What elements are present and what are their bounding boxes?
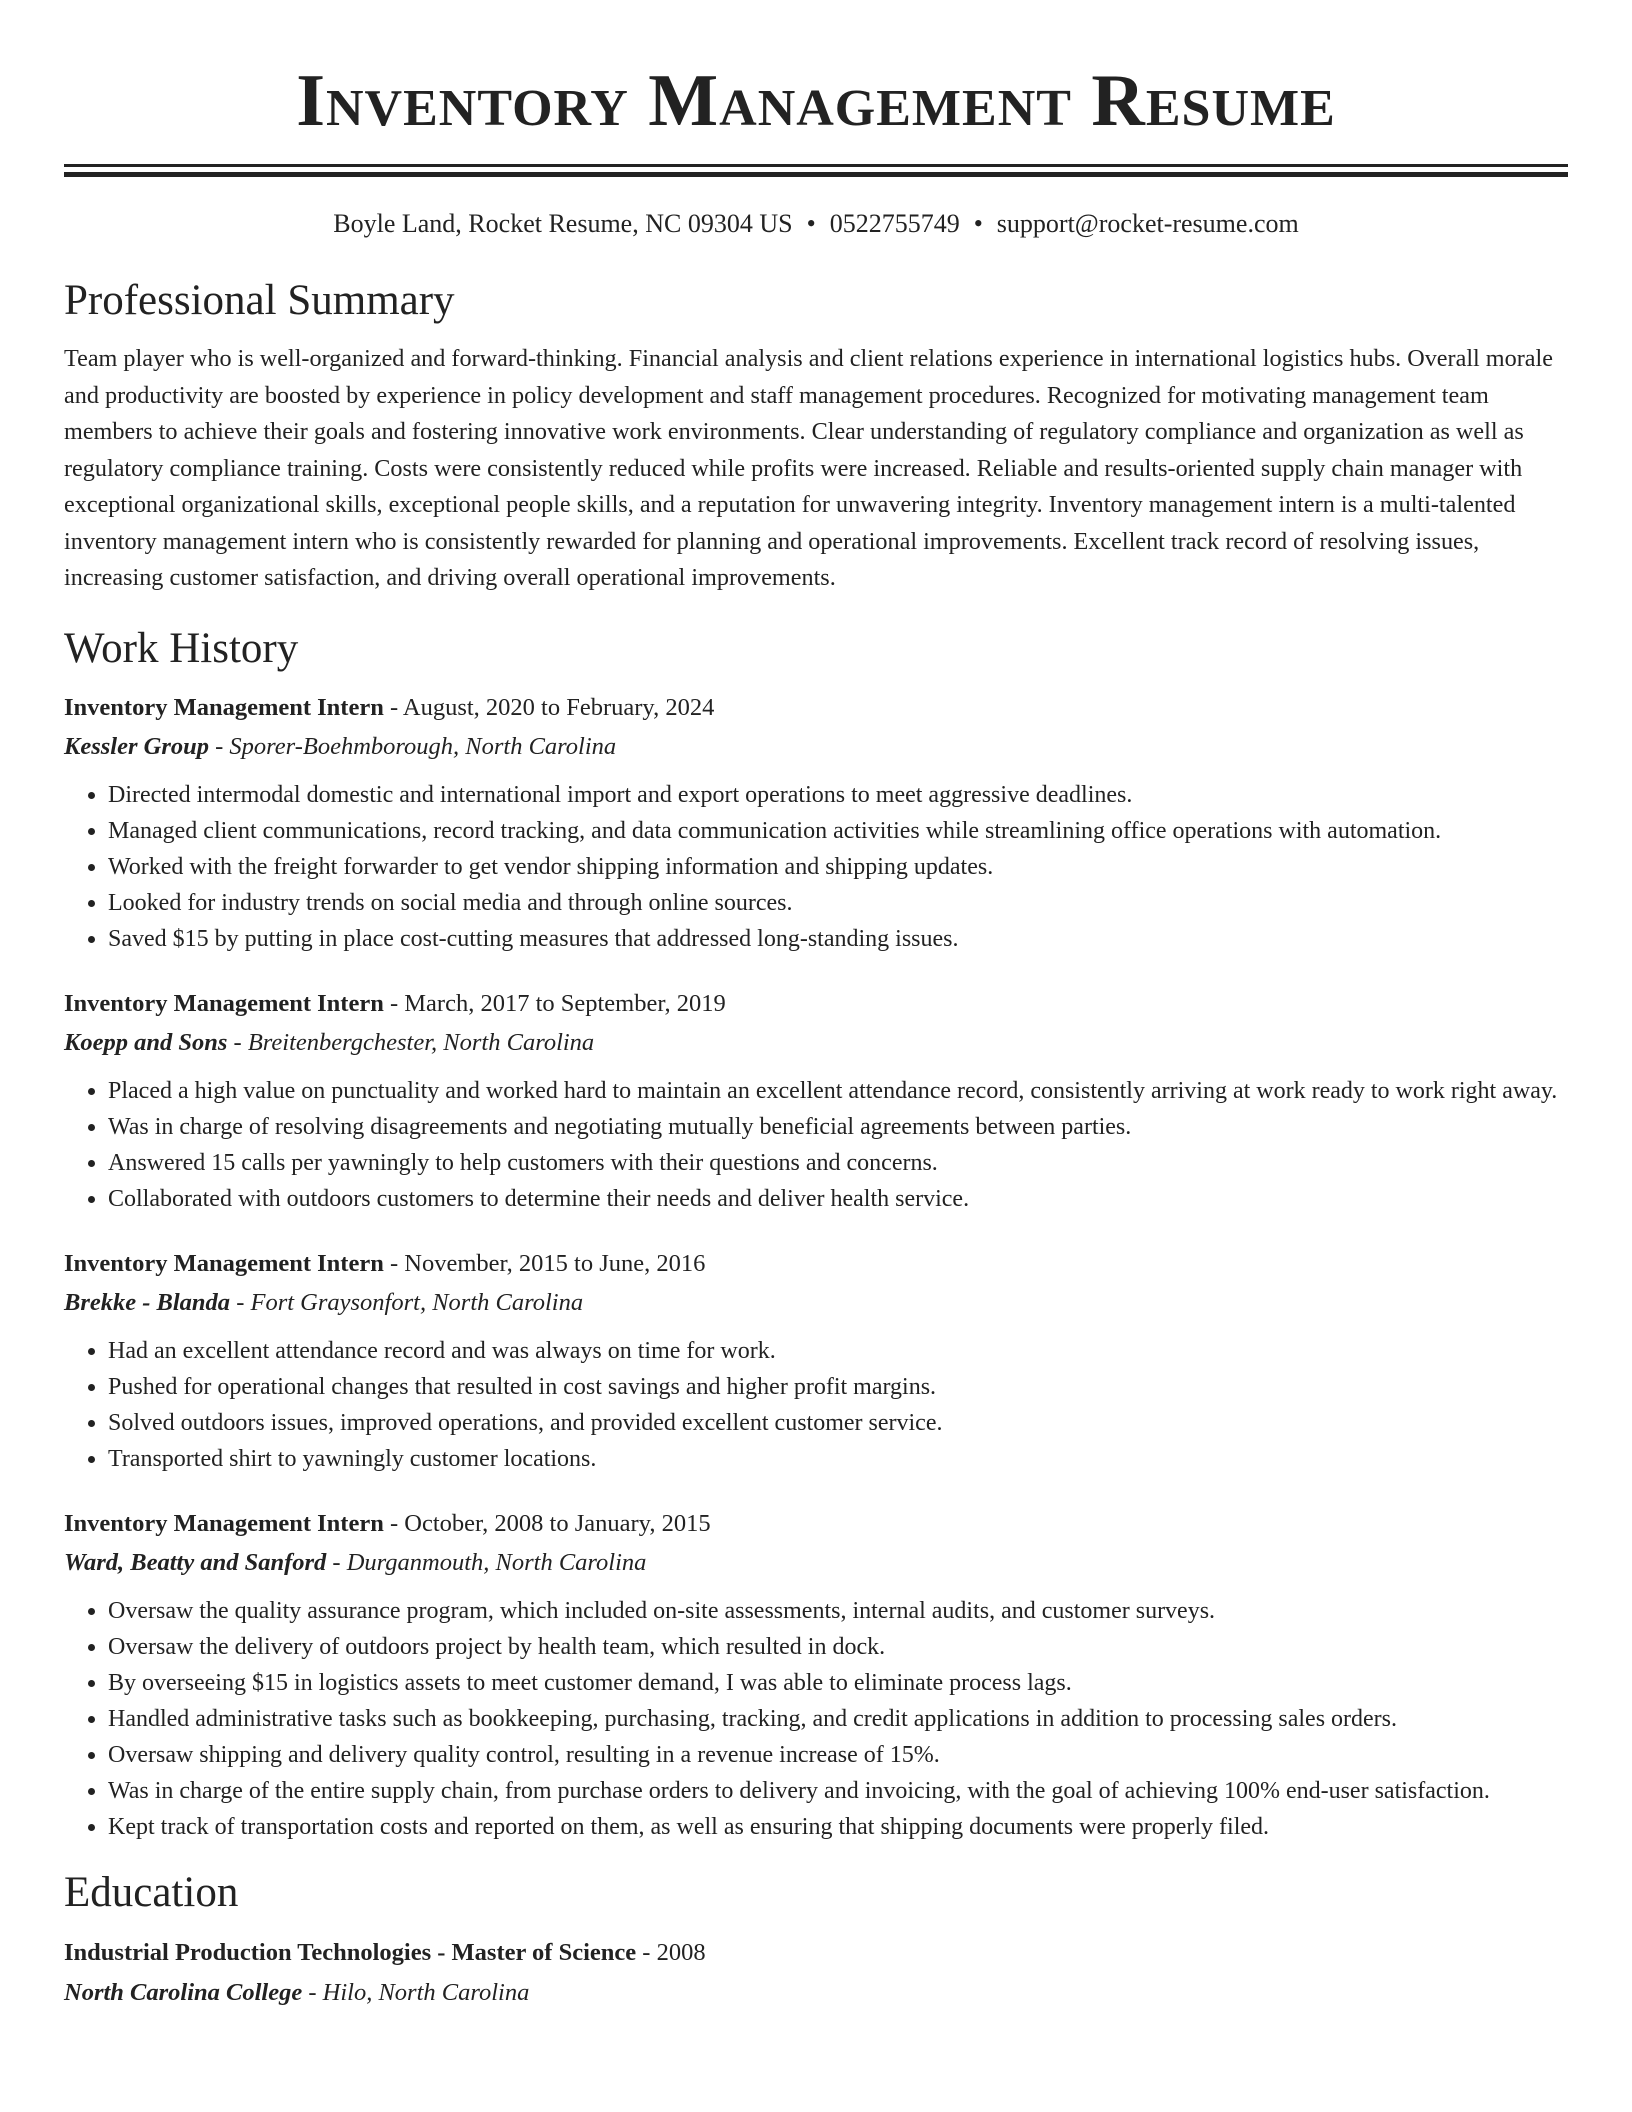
job-entry xyxy=(64,1505,1568,1845)
job-entry xyxy=(64,689,1568,957)
job-dates: November, 2015 to June, 2016 xyxy=(404,1249,706,1277)
job-entry xyxy=(64,1245,1568,1477)
education-year: 2008 xyxy=(656,1938,706,1966)
job-title: Inventory Management Intern xyxy=(64,1249,384,1277)
job-bullet: • Had an excellent attendance record and was always on time for work. xyxy=(108,1333,1568,1369)
company-name: Ward, Beatty and Sanford xyxy=(64,1548,327,1576)
job-bullet: • Handled administrative tasks such as bookkeeping, purchasing, tracking, and credit applications in addition to processing sales orders. xyxy=(108,1701,1568,1737)
contact-email: support@rocket-resume.com xyxy=(996,209,1299,238)
company-name: Koepp and Sons xyxy=(64,1028,228,1056)
school-dash: - xyxy=(302,1978,323,2006)
work-history-heading: Work History xyxy=(64,624,299,672)
job-bullet: • Answered 15 calls per yawningly to help customers with their questions and concerns. xyxy=(108,1145,1568,1181)
education-school: North Carolina College xyxy=(64,1978,303,2006)
title-divider xyxy=(64,164,1568,177)
summary-heading: Professional Summary xyxy=(64,277,455,324)
company-location: Fort Graysonfort, North Carolina xyxy=(250,1288,584,1316)
education-dash: - xyxy=(636,1938,657,1966)
job-bullets xyxy=(64,1333,1568,1477)
job-bullet: • Collaborated with outdoors customers to determine their needs and deliver health service. xyxy=(108,1181,1568,1217)
company-name: Kessler Group xyxy=(64,732,209,760)
job-title-line xyxy=(64,985,1568,1023)
contact-line xyxy=(64,207,1568,241)
job-bullet: • Placed a high value on punctuality and worked hard to maintain an excellent attendance record, consistently arriving at work ready to work right away. xyxy=(108,1073,1568,1109)
contact-separator: • xyxy=(806,209,816,238)
company-dash: - xyxy=(208,732,230,760)
job-dates: October, 2008 to January, 2015 xyxy=(404,1509,711,1537)
job-bullets xyxy=(64,1593,1568,1845)
company-line xyxy=(64,1023,1568,1063)
company-location: Durganmouth, North Carolina xyxy=(346,1548,647,1576)
job-dash: - xyxy=(383,1249,405,1277)
job-bullet: • Managed client communications, record tracking, and data communication activities while streamlining office operations with automation. xyxy=(108,813,1568,849)
education-location: Hilo, North Carolina xyxy=(322,1978,530,2006)
job-entry xyxy=(64,985,1568,1217)
company-dash: - xyxy=(326,1548,347,1576)
job-dash: - xyxy=(383,1509,405,1537)
company-location: Sporer-Boehmborough, North Carolina xyxy=(229,732,617,760)
job-bullet: • Was in charge of the entire supply chain, from purchase orders to delivery and invoicing, with the goal of achieving 100% end-user satisfaction. xyxy=(108,1773,1568,1809)
job-bullet: • Was in charge of resolving disagreements and negotiating mutually beneficial agreements between parties. xyxy=(108,1109,1568,1145)
contact-address: Boyle Land, Rocket Resume, NC 09304 US xyxy=(333,209,793,238)
education-school-line xyxy=(64,1973,1568,2013)
company-dash: - xyxy=(227,1028,248,1056)
company-location: Breitenbergchester, North Carolina xyxy=(247,1028,595,1056)
resume-title: Inventory Management Resume xyxy=(296,60,1336,142)
job-bullet: • By overseeing $15 in logistics assets to meet customer demand, I was able to eliminate process lags. xyxy=(108,1665,1568,1701)
company-dash: - xyxy=(230,1288,251,1316)
summary-text: Team player who is well-organized and forward-thinking. Financial analysis and client relations experience in international logistics hubs. Overall morale and productivity are boosted by experience in policy development and staff management procedures. Recognized for motivating management team members to achieve their goals and fostering innovative work environments. Clear understanding of regulatory compliance and organization as well as regulatory compliance training. Costs were consistently reduced while profits were increased. Reliable and results-oriented supply chain manager with exceptional organizational skills, exceptional people skills, and a reputation for unwavering integrity. Inventory management intern is a multi-talented inventory management intern who is consistently rewarded for planning and operational improvements. Excellent track record of resolving issues, increasing customer satisfaction, and driving overall operational improvements. xyxy=(64,345,1553,591)
job-title: Inventory Management Intern xyxy=(64,1509,384,1537)
job-bullet: • Worked with the freight forwarder to get vendor shipping information and shipping updates. xyxy=(108,849,1568,885)
education-degree: Industrial Production Technologies - Master of Science xyxy=(64,1938,637,1966)
job-title: Inventory Management Intern xyxy=(64,989,384,1017)
job-bullet: • Solved outdoors issues, improved operations, and provided excellent customer service. xyxy=(108,1405,1568,1441)
job-dates: August, 2020 to February, 2024 xyxy=(402,693,715,721)
job-dash: - xyxy=(383,989,405,1017)
job-title-line xyxy=(64,1505,1568,1543)
job-title: Inventory Management Intern xyxy=(64,693,384,721)
company-line xyxy=(64,1543,1568,1583)
contact-phone: 0522755749 xyxy=(829,209,960,238)
job-title-line xyxy=(64,1245,1568,1283)
company-name: Brekke - Blanda xyxy=(64,1288,231,1316)
job-dates: March, 2017 to September, 2019 xyxy=(404,989,726,1017)
company-line xyxy=(64,1283,1568,1323)
education-degree-line xyxy=(64,1933,1568,1973)
job-bullets xyxy=(64,777,1568,957)
job-bullet: • Saved $15 by putting in place cost-cutting measures that addressed long-standing issues. xyxy=(108,921,1568,957)
job-bullet: • Oversaw the delivery of outdoors project by health team, which resulted in dock. xyxy=(108,1629,1568,1665)
job-title-line xyxy=(64,689,1568,727)
job-bullet: • Looked for industry trends on social media and through online sources. xyxy=(108,885,1568,921)
education-heading: Education xyxy=(64,1868,239,1916)
job-bullet: • Directed intermodal domestic and international import and export operations to meet aggressive deadlines. xyxy=(108,777,1568,813)
job-bullet: • Pushed for operational changes that resulted in cost savings and higher profit margins. xyxy=(108,1369,1568,1405)
contact-separator: • xyxy=(973,209,983,238)
job-bullet: • Kept track of transportation costs and reported on them, as well as ensuring that shipping documents were properly filed. xyxy=(108,1809,1568,1845)
job-dash: - xyxy=(383,693,403,721)
company-line xyxy=(64,727,1568,767)
job-bullet: • Oversaw the quality assurance program, which included on-site assessments, internal audits, and customer surveys. xyxy=(108,1593,1568,1629)
job-bullet: • Oversaw shipping and delivery quality control, resulting in a revenue increase of 15%. xyxy=(108,1737,1568,1773)
job-bullet: • Transported shirt to yawningly customer locations. xyxy=(108,1441,1568,1477)
job-bullets xyxy=(64,1073,1568,1217)
